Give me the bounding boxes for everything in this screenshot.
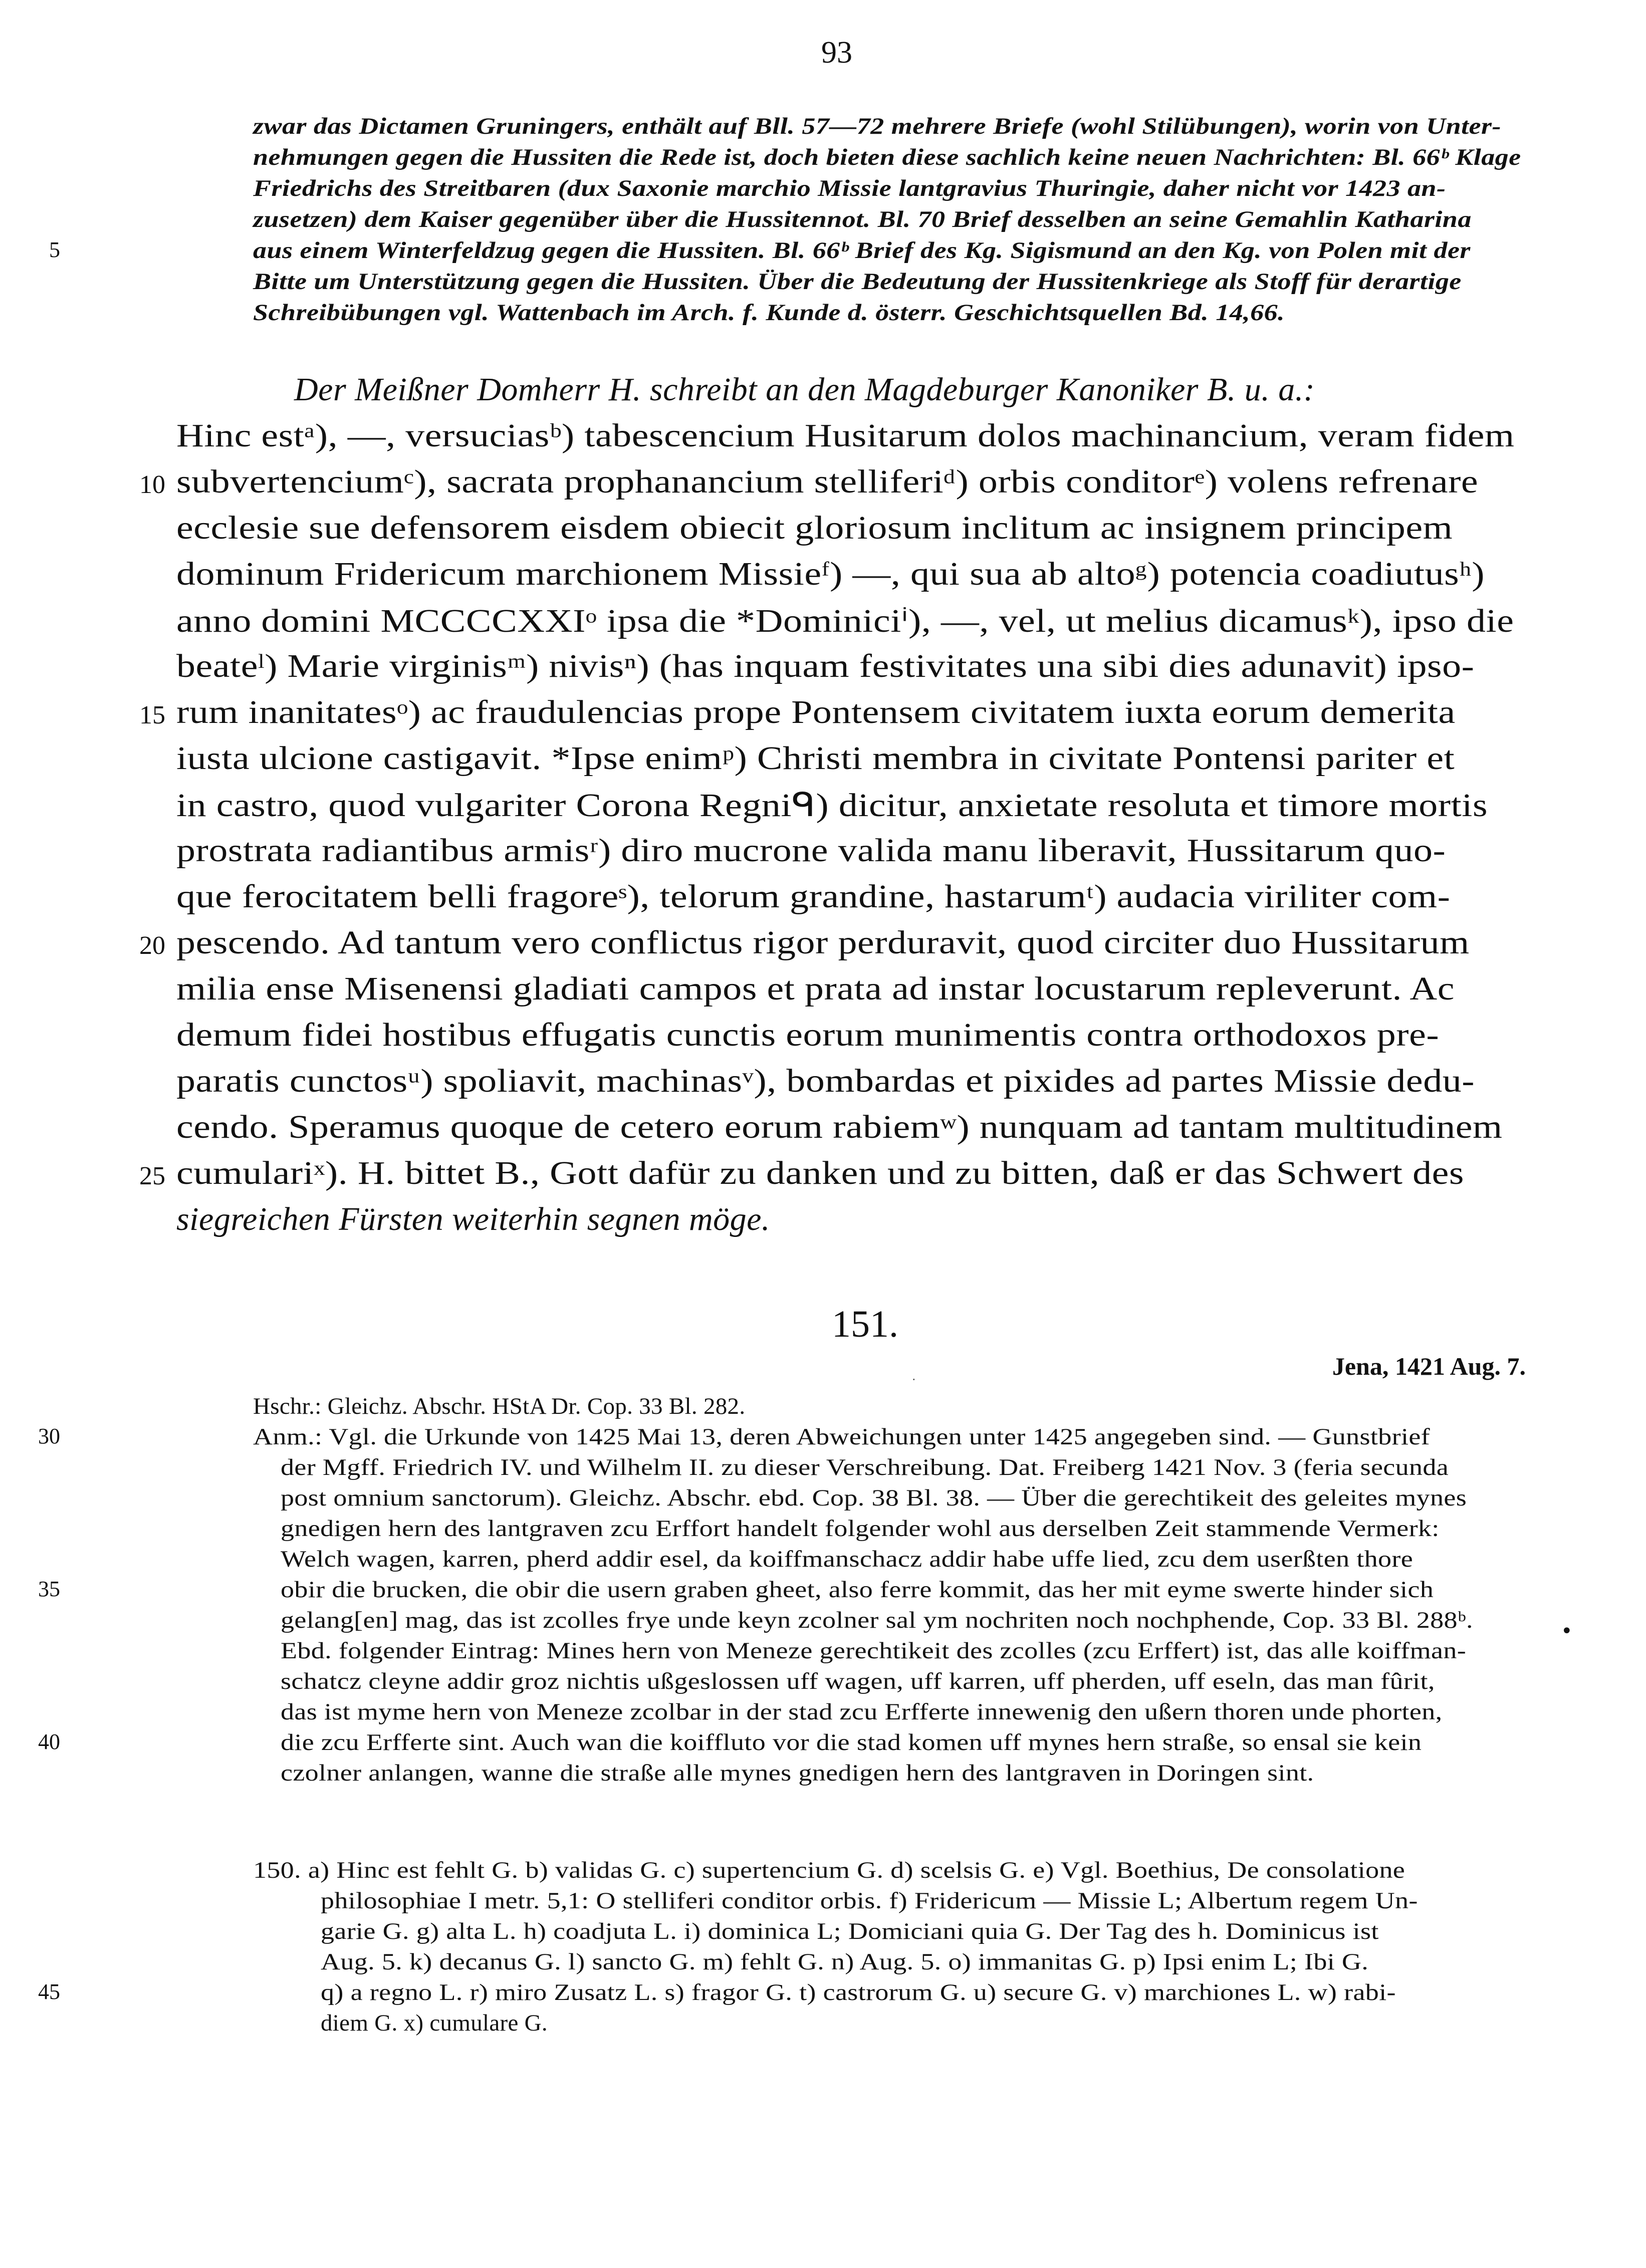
line-text: Ebd. folgender Eintrag: Mines hern von Meneze gerechtikeit des zcolles (zcu Erffert) ist, das alle koiffman- — [281, 1638, 1467, 1664]
text-line — [0, 463, 1646, 509]
line-number: 20 — [139, 931, 165, 960]
line-text: Schreibübungen vgl. Wattenbach im Arch. f. Kunde d. österr. Geschichtsquellen Bd. 14,66. — [253, 300, 1285, 326]
text-line — [0, 144, 1646, 175]
line-text: q) a regno L. r) miro Zusatz L. s) fragor G. t) castrorum G. u) secure G. v) marchiones L. w) rabi- — [321, 1979, 1396, 2005]
line-text: pescendo. Ad tantum vero conflictus rigor perduravit, quod circiter duo Hussitarum — [176, 924, 1470, 961]
text-line — [0, 417, 1646, 463]
text-line — [0, 1423, 1646, 1454]
line-text: gnedigen hern des lantgraven zcu Erffort handelt folgender wohl aus derselben Zeit stammende Vermerk: — [281, 1516, 1440, 1542]
text-line — [0, 1729, 1646, 1759]
line-text: cumulariˣ). H. bittet B., Gott dafür zu danken und zu bitten, daß er das Schwert des — [176, 1155, 1465, 1191]
text-line — [0, 924, 1646, 970]
text-line — [0, 1393, 1646, 1423]
text-line — [0, 1637, 1646, 1668]
line-text: cendo. Speramus quoque de cetero eorum rabiemʷ) nunquam ad tantam multitudinem — [176, 1109, 1503, 1145]
line-number: 35 — [38, 1577, 60, 1601]
line-text: aus einem Winterfeldzug gegen die Hussiten. Bl. 66ᵇ Brief des Kg. Sigismund an den Kg. von Polen mit der — [253, 237, 1471, 264]
line-text: gelang[en] mag, das ist zcolles frye unde keyn zcolner sal ym nochriten noch nochphende, Cop. 33 Bl. 288ᵇ. — [281, 1607, 1473, 1633]
line-text: paratis cunctosᵘ) spoliavit, machinasᵛ), bombardas et pixides ad partes Missie dedu- — [176, 1063, 1475, 1099]
line-text: diem G. x) cumulare G. — [321, 2010, 548, 2036]
text-line — [0, 1607, 1646, 1637]
line-text: Aug. 5. k) decanus G. l) sancto G. m) fehlt G. n) Aug. 5. o) immanitas G. p) Ipsi enim L; Ibi G. — [321, 1949, 1369, 1975]
line-text: der Mgff. Friedrich IV. und Wilhelm II. zu dieser Verschreibung. Dat. Freiberg 1421 Nov. 3 (feria secunda — [281, 1454, 1449, 1480]
line-text: czolner anlangen, wanne die straße alle mynes gnedigen hern des lantgraven in Doringen sint. — [281, 1760, 1314, 1786]
text-line — [0, 1200, 1646, 1246]
text-line — [0, 1016, 1646, 1062]
line-text: zusetzen) dem Kaiser gegenüber über die Hussitennot. Bl. 70 Brief desselben an seine Gemahlin Katharina — [253, 206, 1472, 232]
line-text: Anm.: Vgl. die Urkunde von 1425 Mai 13, deren Abweichungen unter 1425 angegeben sind. — Gunstbrief — [253, 1424, 1431, 1450]
line-text: zwar das Dictamen Gruningers, enthält auf Bll. 57—72 mehrere Briefe (wohl Stilübungen), worin von Unter- — [253, 113, 1501, 139]
text-line — [0, 878, 1646, 924]
line-number: 40 — [38, 1729, 60, 1754]
place-date: Jena, 1421 Aug. 7. — [1332, 1352, 1526, 1380]
line-number: 15 — [139, 701, 165, 729]
line-text: Welch wagen, karren, pherd addir esel, da koiffmanschacz addir habe uffe lied, zcu dem userßten thore — [281, 1546, 1414, 1572]
text-line — [0, 1668, 1646, 1698]
line-text: Hschr.: Gleichz. Abschr. HStA Dr. Cop. 33 Bl. 282. — [253, 1393, 746, 1419]
text-line — [0, 1454, 1646, 1484]
line-text: ecclesie sue defensorem eisdem obiecit gloriosum inclitum ac insignem principem — [176, 510, 1453, 546]
text-line — [0, 2009, 1646, 2040]
text-line — [0, 206, 1646, 237]
document-number: 151. — [832, 1303, 898, 1345]
text-line — [0, 832, 1646, 878]
text-line — [0, 268, 1646, 299]
text-line — [0, 786, 1646, 832]
line-text: schatcz cleyne addir groz nichtis ußgeslossen uff wagen, uff karren, uff pherden, uff eseln, das man fûrit, — [281, 1668, 1435, 1694]
line-text: dominum Fridericum marchionem Missieᶠ) —, qui sua ab altoᵍ) potencia coadiutusʰ) — [176, 556, 1485, 592]
line-text: nehmungen gegen die Hussiten die Rede ist, doch bieten diese sachlich keine neuen Nachrichten: Bl. 66ᵇ Klage — [253, 144, 1521, 170]
text-line — [0, 1918, 1646, 1948]
text-line — [0, 1948, 1646, 1979]
line-text: milia ense Misenensi gladiati campos et prata ad instar locustarum repleverunt. Ac — [176, 970, 1455, 1007]
text-line — [0, 970, 1646, 1016]
text-line — [0, 693, 1646, 739]
line-text: subvertenciumᶜ), sacrata prophanancium stelliferiᵈ) orbis conditorᵉ) volens refrenare — [176, 463, 1479, 500]
document-heading: Der Meißner Domherr H. schreibt an den Magdeburger Kanoniker B. u. a.: — [294, 371, 1315, 408]
text-line — [0, 1515, 1646, 1546]
text-line — [0, 1759, 1646, 1790]
line-text: Friedrichs des Streitbaren (dux Saxonie marchio Missie lantgravius Thuringie, daher nicht vor 1423 an- — [253, 175, 1446, 201]
line-text: rum inanitatesᵒ) ac fraudulencias prope Pontensem civitatem iuxta eorum demerita — [176, 694, 1456, 730]
line-text: anno domini MCCCCXXIᵒ ipsa die *Dominiciⁱ), —, vel, ut melius dicamusᵏ), ipso die — [176, 603, 1514, 639]
text-line — [0, 175, 1646, 206]
print-speck: · — [912, 1373, 916, 1387]
text-line — [0, 1887, 1646, 1918]
line-text: post omnium sanctorum). Gleichz. Abschr. ebd. Cop. 38 Bl. 38. — Über die gerechtikeit des geleites mynes — [281, 1485, 1467, 1511]
line-text: obir die brucken, die obir die usern graben gheet, also ferre kommit, das her mit eyme swerte hinder sich — [281, 1577, 1434, 1603]
text-line — [0, 1698, 1646, 1729]
text-line — [0, 1062, 1646, 1108]
line-text: garie G. g) alta L. h) coadjuta L. i) dominica L; Domiciani quia G. Der Tag des h. Dominicus ist — [321, 1918, 1379, 1944]
text-line — [0, 371, 1646, 417]
text-line — [0, 113, 1646, 144]
text-line — [0, 739, 1646, 786]
page-number: 93 — [821, 36, 852, 70]
line-text: prostrata radiantibus armisʳ) diro mucrone valida manu liberavit, Hussitarum quo- — [176, 832, 1446, 869]
text-line — [0, 1108, 1646, 1154]
text-line — [0, 1154, 1646, 1200]
text-line — [0, 555, 1646, 601]
line-text: demum fidei hostibus effugatis cunctis eorum munimentis contra orthodoxos pre- — [176, 1017, 1440, 1053]
line-number: 10 — [139, 470, 165, 499]
text-line — [0, 509, 1646, 555]
text-line — [0, 1857, 1646, 1887]
line-number: 5 — [49, 237, 60, 262]
line-text: beateˡ) Marie virginisᵐ) nivisⁿ) (has inquam festivitates una sibi dies adunavit) ipso- — [176, 648, 1475, 684]
text-line — [0, 1546, 1646, 1576]
line-text: die zcu Erfferte sint. Auch wan die koiffluto vor die stad komen uff mynes hern straße, so ensal sie kein — [281, 1729, 1422, 1755]
text-line — [0, 1484, 1646, 1515]
line-text: in castro, quod vulgariter Corona Regniᑫ) dicitur, anxietate resoluta et timore mortis — [176, 787, 1488, 824]
line-text: siegreichen Fürsten weiterhin segnen möge. — [176, 1201, 770, 1237]
text-line — [0, 1979, 1646, 2009]
line-text: que ferocitatem belli fragoreˢ), telorum grandine, hastarumᵗ) audacia viriliter com- — [176, 878, 1451, 915]
text-line — [0, 237, 1646, 268]
text-line — [0, 299, 1646, 330]
line-text: 150. a) Hinc est fehlt G. b) validas G. c) supertencium G. d) scelsis G. e) Vgl. Boethius, De consolatione — [253, 1857, 1405, 1883]
line-text: philosophiae I metr. 5,1: O stelliferi conditor orbis. f) Fridericum — Missie L; Albertum regem Un- — [321, 1888, 1418, 1914]
text-line — [0, 601, 1646, 647]
print-speck: • — [1561, 1620, 1573, 1643]
line-text: Hinc estᵃ), —, versuciasᵇ) tabescencium Husitarum dolos machinancium, veram fidem — [176, 417, 1515, 454]
text-line — [0, 647, 1646, 693]
line-number: 30 — [38, 1424, 60, 1448]
line-text: iusta ulcione castigavit. *Ipse enimᵖ) Christi membra in civitate Pontensi pariter et — [176, 740, 1455, 777]
line-number: 25 — [139, 1162, 165, 1190]
text-line — [0, 1576, 1646, 1607]
line-text: das ist myme hern von Meneze zcolbar in der stad zcu Erfferte innewenig den ußern thoren unde phorten, — [281, 1699, 1443, 1725]
line-text: Bitte um Unterstützung gegen die Hussiten. Über die Bedeutung der Hussitenkriege als Stoff für derartige — [253, 269, 1462, 295]
line-number: 45 — [38, 1979, 60, 2004]
